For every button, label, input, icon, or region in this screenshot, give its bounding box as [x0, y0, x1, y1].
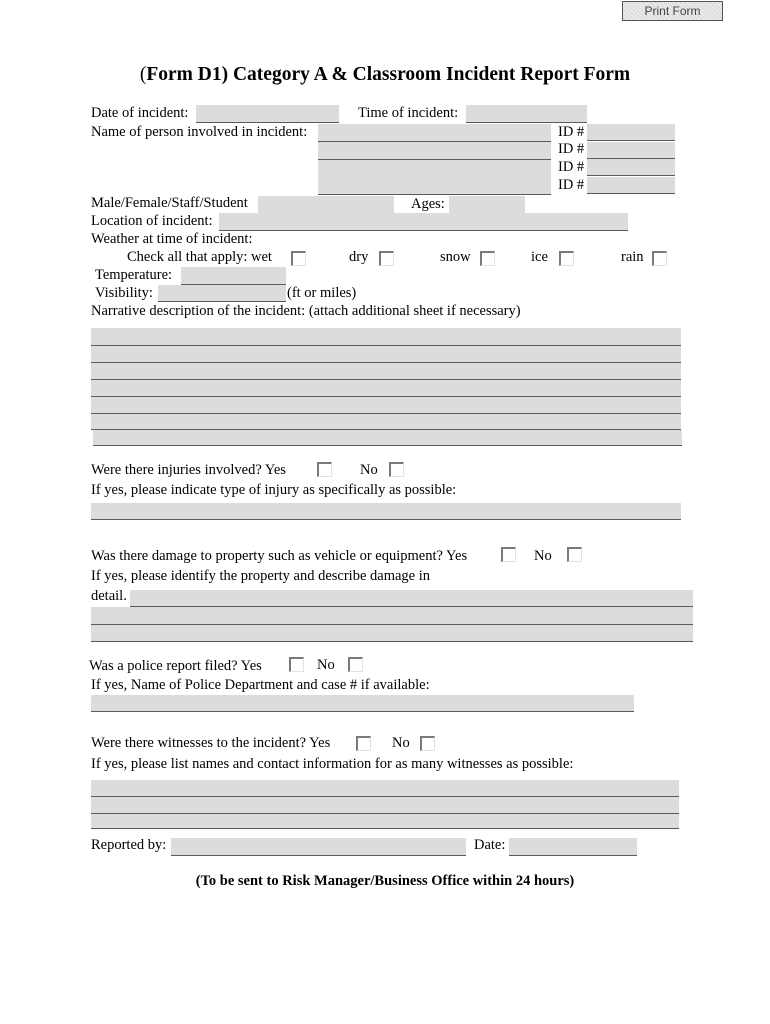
time-of-incident-field[interactable] [466, 105, 587, 123]
date-field[interactable] [509, 838, 637, 856]
rain-checkbox[interactable] [652, 251, 667, 266]
visibility-unit-label: (ft or miles) [287, 285, 357, 301]
visibility-field[interactable] [158, 285, 286, 302]
police-no-label: No [317, 657, 335, 673]
police-no-checkbox[interactable] [348, 657, 363, 672]
injuries-detail-label: If yes, please indicate type of injury as specifically as possible: [91, 482, 457, 498]
temperature-field[interactable] [181, 267, 286, 285]
snow-label: snow [440, 249, 471, 265]
id-label-4: ID # [558, 177, 585, 193]
id-field-4[interactable] [587, 177, 675, 194]
ice-checkbox[interactable] [559, 251, 574, 266]
weather-label: Weather at time of incident: [91, 231, 253, 247]
witness-line-1[interactable] [91, 780, 679, 797]
dry-label: dry [349, 249, 369, 265]
narrative-line-6[interactable] [91, 414, 681, 430]
injuries-no-checkbox[interactable] [389, 462, 404, 477]
date-of-incident-label: Date of incident: [91, 105, 189, 121]
id-field-2[interactable] [587, 142, 675, 159]
police-detail-label: If yes, Name of Police Department and case # if available: [91, 677, 430, 693]
location-field[interactable] [219, 213, 628, 231]
id-field-1[interactable] [587, 124, 675, 141]
snow-checkbox[interactable] [480, 251, 495, 266]
damage-detail-field-2[interactable] [91, 607, 693, 625]
ice-label: ice [531, 249, 548, 265]
narrative-line-3[interactable] [91, 363, 681, 380]
witness-line-2[interactable] [91, 797, 679, 814]
police-yes-checkbox[interactable] [289, 657, 304, 672]
narrative-line-7[interactable] [93, 430, 682, 446]
witness-line-3[interactable] [91, 814, 679, 829]
person-name-field-1[interactable] [318, 124, 551, 142]
person-name-field-3[interactable] [318, 160, 551, 178]
reported-by-label: Reported by: [91, 837, 167, 853]
ages-label: Ages: [411, 196, 445, 212]
person-name-field-2[interactable] [318, 142, 551, 160]
temperature-label: Temperature: [95, 267, 173, 283]
witness-no-label: No [392, 735, 410, 751]
damage-detail-field-1[interactable] [130, 590, 693, 607]
damage-question: Was there damage to property such as vehicle or equipment? Yes [91, 548, 468, 564]
witness-detail-label: If yes, please list names and contact information for as many witnesses as possible: [91, 756, 574, 772]
date-label: Date: [474, 837, 506, 853]
wet-checkbox[interactable] [291, 251, 306, 266]
id-label-2: ID # [558, 141, 585, 157]
time-of-incident-label: Time of incident: [358, 105, 459, 121]
gender-role-field[interactable] [258, 196, 394, 214]
date-of-incident-field[interactable] [196, 105, 339, 123]
rain-label: rain [621, 249, 644, 265]
narrative-line-4[interactable] [91, 380, 681, 397]
form-title [0, 64, 770, 86]
narrative-label: Narrative description of the incident: (attach additional sheet if necessary) [91, 303, 521, 319]
id-label-1: ID # [558, 124, 585, 140]
print-form-button[interactable]: Print Form [622, 1, 723, 21]
ages-field[interactable] [449, 196, 525, 214]
title-text: Form D1) Category A & Classroom Incident Report Form [146, 64, 631, 85]
person-name-label: Name of person involved in incident: [91, 124, 308, 140]
reported-by-field[interactable] [171, 838, 466, 856]
narrative-line-1[interactable] [91, 328, 681, 346]
police-question: Was a police report filed? Yes [89, 658, 262, 674]
police-detail-field[interactable] [91, 695, 634, 712]
injuries-question: Were there injuries involved? Yes [91, 462, 286, 478]
injuries-no-label: No [360, 462, 378, 478]
injuries-detail-field[interactable] [91, 503, 681, 520]
check-all-wet-label: Check all that apply: wet [127, 249, 272, 265]
gender-role-label: Male/Female/Staff/Student [91, 195, 248, 211]
narrative-line-5[interactable] [91, 397, 681, 414]
witness-no-checkbox[interactable] [420, 736, 435, 751]
person-name-field-4[interactable] [318, 177, 551, 195]
footer-note: (To be sent to Risk Manager/Business Office within 24 hours) [195, 873, 575, 889]
damage-detail-label: If yes, please identify the property and describe damage in [91, 568, 431, 584]
witness-yes-checkbox[interactable] [356, 736, 371, 751]
damage-detail-field-3[interactable] [91, 625, 693, 642]
id-label-3: ID # [558, 159, 585, 175]
visibility-label: Visibility: [95, 285, 153, 301]
narrative-line-2[interactable] [91, 346, 681, 363]
damage-no-checkbox[interactable] [567, 547, 582, 562]
damage-yes-checkbox[interactable] [501, 547, 516, 562]
witness-question: Were there witnesses to the incident? Yes [91, 735, 331, 751]
title-paren: ( [139, 64, 147, 85]
dry-checkbox[interactable] [379, 251, 394, 266]
damage-no-label: No [534, 548, 552, 564]
injuries-yes-checkbox[interactable] [317, 462, 332, 477]
damage-detail-label-2: detail. [91, 588, 127, 604]
id-field-3[interactable] [587, 159, 675, 176]
location-label: Location of incident: [91, 213, 213, 229]
